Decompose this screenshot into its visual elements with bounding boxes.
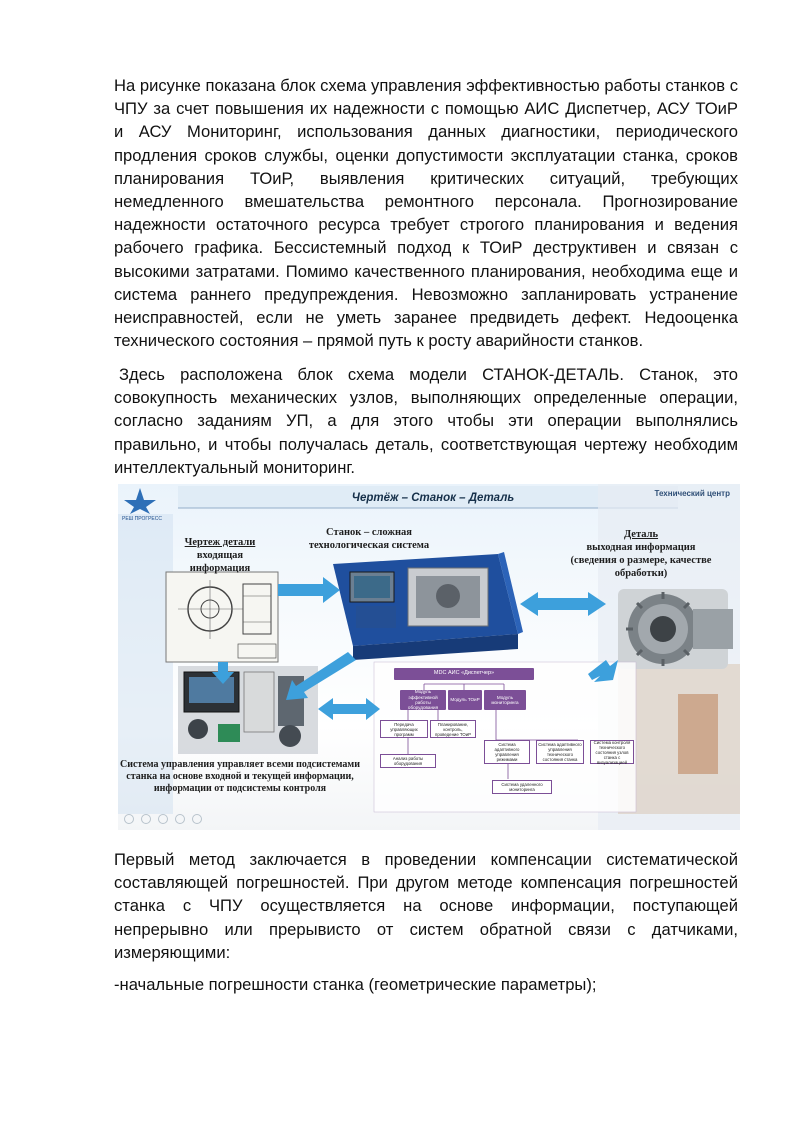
nav-circle-icon — [192, 814, 202, 824]
diagram-module-toir: Модуль ТОиР — [448, 690, 482, 710]
diagram-top-box: MDC АИС «Диспетчер» — [394, 668, 534, 680]
control-system-image — [178, 666, 318, 754]
part-label-line2: выходная информация — [586, 542, 696, 553]
part-label-line3: (сведения о размере, качестве обработки) — [570, 555, 712, 579]
paragraph-2: Здесь расположена блок схема модели СТАНОК-ДЕТАЛЬ. Станок, это совокупность механических узлов, выполняющих определенные операции, согласно заданиям УП, а для этого чтобы эти операции выполнялись правильно, и чтобы получалась деталь, соответствующая чертежу необходим интеллектуальный мониторинг. — [114, 365, 738, 477]
logo-text: РЕШ ПРОГРЕСС — [122, 516, 162, 522]
drawing-label-line2: входящая — [196, 550, 244, 561]
diagram-system-remote: Система удаленного мониторинга — [492, 780, 552, 794]
part-gear-image — [618, 589, 733, 669]
paragraph-1: На рисунке показана блок схема управления эффективностью работы станков с ЧПУ за счет повышения их надежности с помощью АИС Диспетчер, АСУ ТОиР и АСУ Мониторинг, использования данных диагностики, периодического продления сроков службы, оценки допустимости эксплуатации станка, сроков планирования ТОиР, выявления критических ситуаций, требующих немедленного вмешательства ремонтного персонала. Прогнозирование надежности остаточного ресурса требует строгого планирования и ведения рабочего графика. Бессистемный подход к ТОиР деструктивен и связан с высокими затратами. Помимо качественного планирования, необходима еще и система раннего предупреждения. Невозможно запланировать устранение неисправностей, если не уметь заранее предвидеть дефект. Недооценка технического состояния – прямой путь к росту аварийности станков. — [114, 76, 738, 351]
part-label — [566, 528, 716, 580]
diagram-module-efficiency: Модуль эффективной работы оборудования — [400, 690, 446, 710]
figure-machine-part-diagram — [118, 484, 740, 830]
diagram-box-analysis: Анализ работы оборудования — [380, 754, 436, 768]
cnc-machine-image — [333, 552, 523, 660]
diagram-system-adaptive-state: Система адаптивного управления технического состояния станка — [536, 740, 584, 764]
drawing-label-title: Чертеж детали — [184, 537, 256, 548]
diagram-module-monitoring: Модуль мониторинга — [484, 690, 526, 710]
nav-circle-icon — [124, 814, 134, 824]
slide-nav-icons — [124, 814, 202, 824]
nav-circle-icon — [158, 814, 168, 824]
diagram-box-planning: Планирование, контроль, проведение ТОиР — [430, 720, 476, 738]
drawing-label-line3: информация — [189, 563, 251, 574]
paragraph-3: Первый метод заключается в проведении компенсации систематической составляющей погрешностей. При другом методе компенсация погрешностей станка с ЧПУ осуществляется на основе информации, поступающей непрерывно или прерывисто от систем обратной связи с датчиками, измеряющими: — [114, 850, 738, 962]
part-label-title: Деталь — [623, 529, 659, 540]
nav-circle-icon — [141, 814, 151, 824]
diagram-box-programs: Передача управляющих программ — [380, 720, 428, 738]
control-system-label: Система управления управляет всеми подсистемами станка на основе входной и текущей информации, информации от подсистемы контроля — [120, 759, 360, 794]
drawing-sheet-image — [166, 572, 278, 662]
machine-label: Станок – сложная технологическая система — [308, 527, 430, 551]
drawing-label — [170, 536, 270, 575]
nav-circle-icon — [175, 814, 185, 824]
figure-title: Чертёж – Станок – Деталь — [351, 492, 515, 504]
tech-center-label: Технический центр — [654, 489, 730, 498]
paragraph-4: -начальные погрешности станка (геометрические параметры); — [114, 975, 597, 994]
diagram-system-visual-control: Система контроля технического состояния узлов станка с визуализацией — [590, 740, 634, 764]
diagram-system-adaptive-modes: Система адаптивного управления режимами — [484, 740, 530, 764]
